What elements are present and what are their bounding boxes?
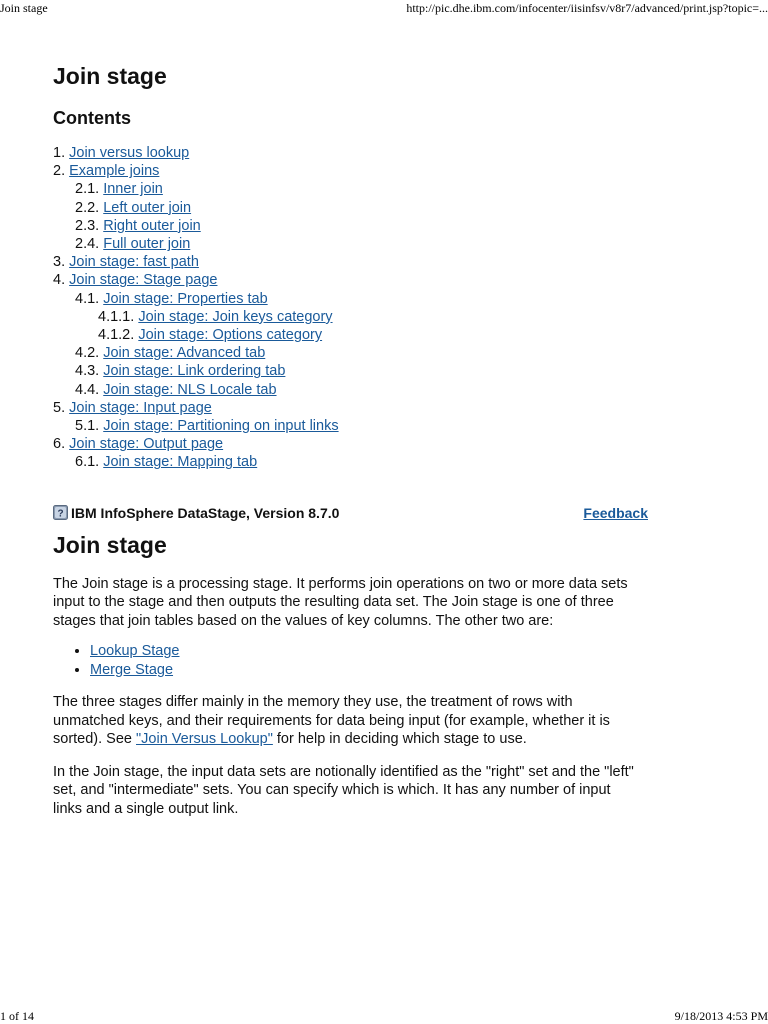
- feedback-link[interactable]: Feedback: [583, 504, 648, 521]
- toc-item-number: 4.4.: [75, 381, 100, 398]
- toc-link[interactable]: Join stage: Join keys category: [138, 308, 333, 325]
- toc-item-number: 4.: [53, 272, 66, 289]
- toc-item: [53, 399, 653, 417]
- table-of-contents: [53, 144, 653, 472]
- toc-item: [53, 217, 653, 235]
- contents-heading: Contents: [53, 108, 131, 128]
- toc-item-number: 4.1.: [75, 290, 100, 307]
- toc-link[interactable]: Join stage: Input page: [69, 399, 212, 416]
- toc-item: [53, 199, 653, 217]
- toc-link[interactable]: Join stage: Advanced tab: [103, 345, 266, 362]
- toc-item: [53, 144, 653, 162]
- toc-item: [53, 362, 653, 380]
- toc-item-number: 4.1.2.: [98, 327, 135, 344]
- related-stages-list: [53, 642, 653, 679]
- list-item: [90, 642, 653, 661]
- list-item: [90, 661, 653, 680]
- toc-link[interactable]: Join stage: Stage page: [69, 272, 218, 289]
- toc-item-number: 4.1.1.: [98, 308, 135, 325]
- page-content: [53, 60, 653, 818]
- differences-paragraph: [53, 693, 643, 749]
- toc-item-number: 4.2.: [75, 345, 100, 362]
- toc-item-number: 2.: [53, 163, 66, 180]
- page-title: Join stage: [53, 63, 167, 89]
- toc-item: [53, 235, 653, 253]
- product-bar: [53, 503, 648, 523]
- toc-item: [53, 271, 653, 289]
- toc-link[interactable]: Full outer join: [103, 236, 191, 253]
- section-title: Join stage: [53, 531, 167, 558]
- toc-item-number: 6.1.: [75, 454, 100, 471]
- toc-item-number: 2.3.: [75, 217, 100, 234]
- product-info-icon: [53, 505, 68, 520]
- toc-item-number: 1.: [53, 145, 66, 161]
- toc-link[interactable]: Join stage: NLS Locale tab: [103, 381, 277, 398]
- product-name: IBM InfoSphere DataStage, Version 8.7.0: [71, 504, 340, 521]
- toc-item-number: 2.2.: [75, 199, 100, 216]
- print-header-url: http://pic.dhe.ibm.com/infocenter/iisinfsv/v8r7/advanced/print.jsp?topic=...: [406, 1, 768, 15]
- toc-link[interactable]: Join stage: Properties tab: [103, 290, 268, 307]
- toc-item-number: 6.: [53, 436, 66, 453]
- toc-item: [53, 381, 653, 399]
- links-paragraph: In the Join stage, the input data sets are notionally identified as the "right" set and the "left" set, and "intermediate" sets. You can specify which is which. It has any number of input links and a single output link.: [53, 763, 634, 817]
- toc-item-number: 3.: [53, 254, 66, 271]
- toc-item: [53, 453, 653, 471]
- toc-link[interactable]: Left outer join: [103, 199, 192, 216]
- toc-item-number: 5.: [53, 399, 66, 416]
- toc-link[interactable]: Join stage: Mapping tab: [103, 454, 258, 471]
- print-header: [0, 0, 768, 16]
- toc-item: [53, 326, 653, 344]
- differences-text: The three stages differ mainly in the memory they use, the treatment of rows with unmatched keys, and their requirements for data being input (for example, whether it is sorted). See: [53, 694, 610, 748]
- toc-link[interactable]: Join stage: fast path: [69, 254, 199, 271]
- toc-link[interactable]: Join versus lookup: [69, 145, 190, 161]
- toc-item-number: 2.4.: [75, 236, 100, 253]
- toc-item: [53, 417, 653, 435]
- print-header-title: Join stage: [0, 1, 48, 15]
- print-footer: [0, 1008, 768, 1024]
- toc-item: [53, 344, 653, 362]
- toc-link[interactable]: Join stage: Output page: [69, 436, 224, 453]
- toc-item: [53, 162, 653, 180]
- toc-link[interactable]: Join stage: Options category: [138, 327, 323, 344]
- print-timestamp: 9/18/2013 4:53 PM: [674, 1009, 768, 1023]
- merge-stage-link[interactable]: Merge Stage: [90, 661, 174, 678]
- toc-link[interactable]: Example joins: [69, 163, 160, 180]
- toc-item: [53, 253, 653, 271]
- differences-text-end: for help in deciding which stage to use.: [272, 731, 527, 748]
- lookup-stage-link[interactable]: Lookup Stage: [90, 643, 180, 660]
- toc-item: [53, 435, 653, 453]
- toc-link[interactable]: Join stage: Partitioning on input links: [103, 418, 339, 435]
- toc-link[interactable]: Right outer join: [103, 217, 201, 234]
- toc-item: [53, 308, 653, 326]
- toc-item: [53, 180, 653, 198]
- toc-item: [53, 290, 653, 308]
- intro-paragraph: The Join stage is a processing stage. It performs join operations on two or more data sets input to the stage and then outputs the resulting data set. The Join stage is one of three stages that join tables based on the values of key columns. The other two are:: [53, 575, 628, 629]
- toc-link[interactable]: Inner join: [103, 181, 163, 198]
- toc-item-number: 4.3.: [75, 363, 100, 380]
- toc-item-number: 2.1.: [75, 181, 100, 198]
- page-number: 1 of 14: [0, 1009, 34, 1023]
- toc-link[interactable]: Join stage: Link ordering tab: [103, 363, 286, 380]
- toc-item-number: 5.1.: [75, 418, 100, 435]
- join-versus-lookup-link[interactable]: "Join Versus Lookup": [136, 731, 273, 748]
- svg-text:?: ?: [57, 508, 64, 520]
